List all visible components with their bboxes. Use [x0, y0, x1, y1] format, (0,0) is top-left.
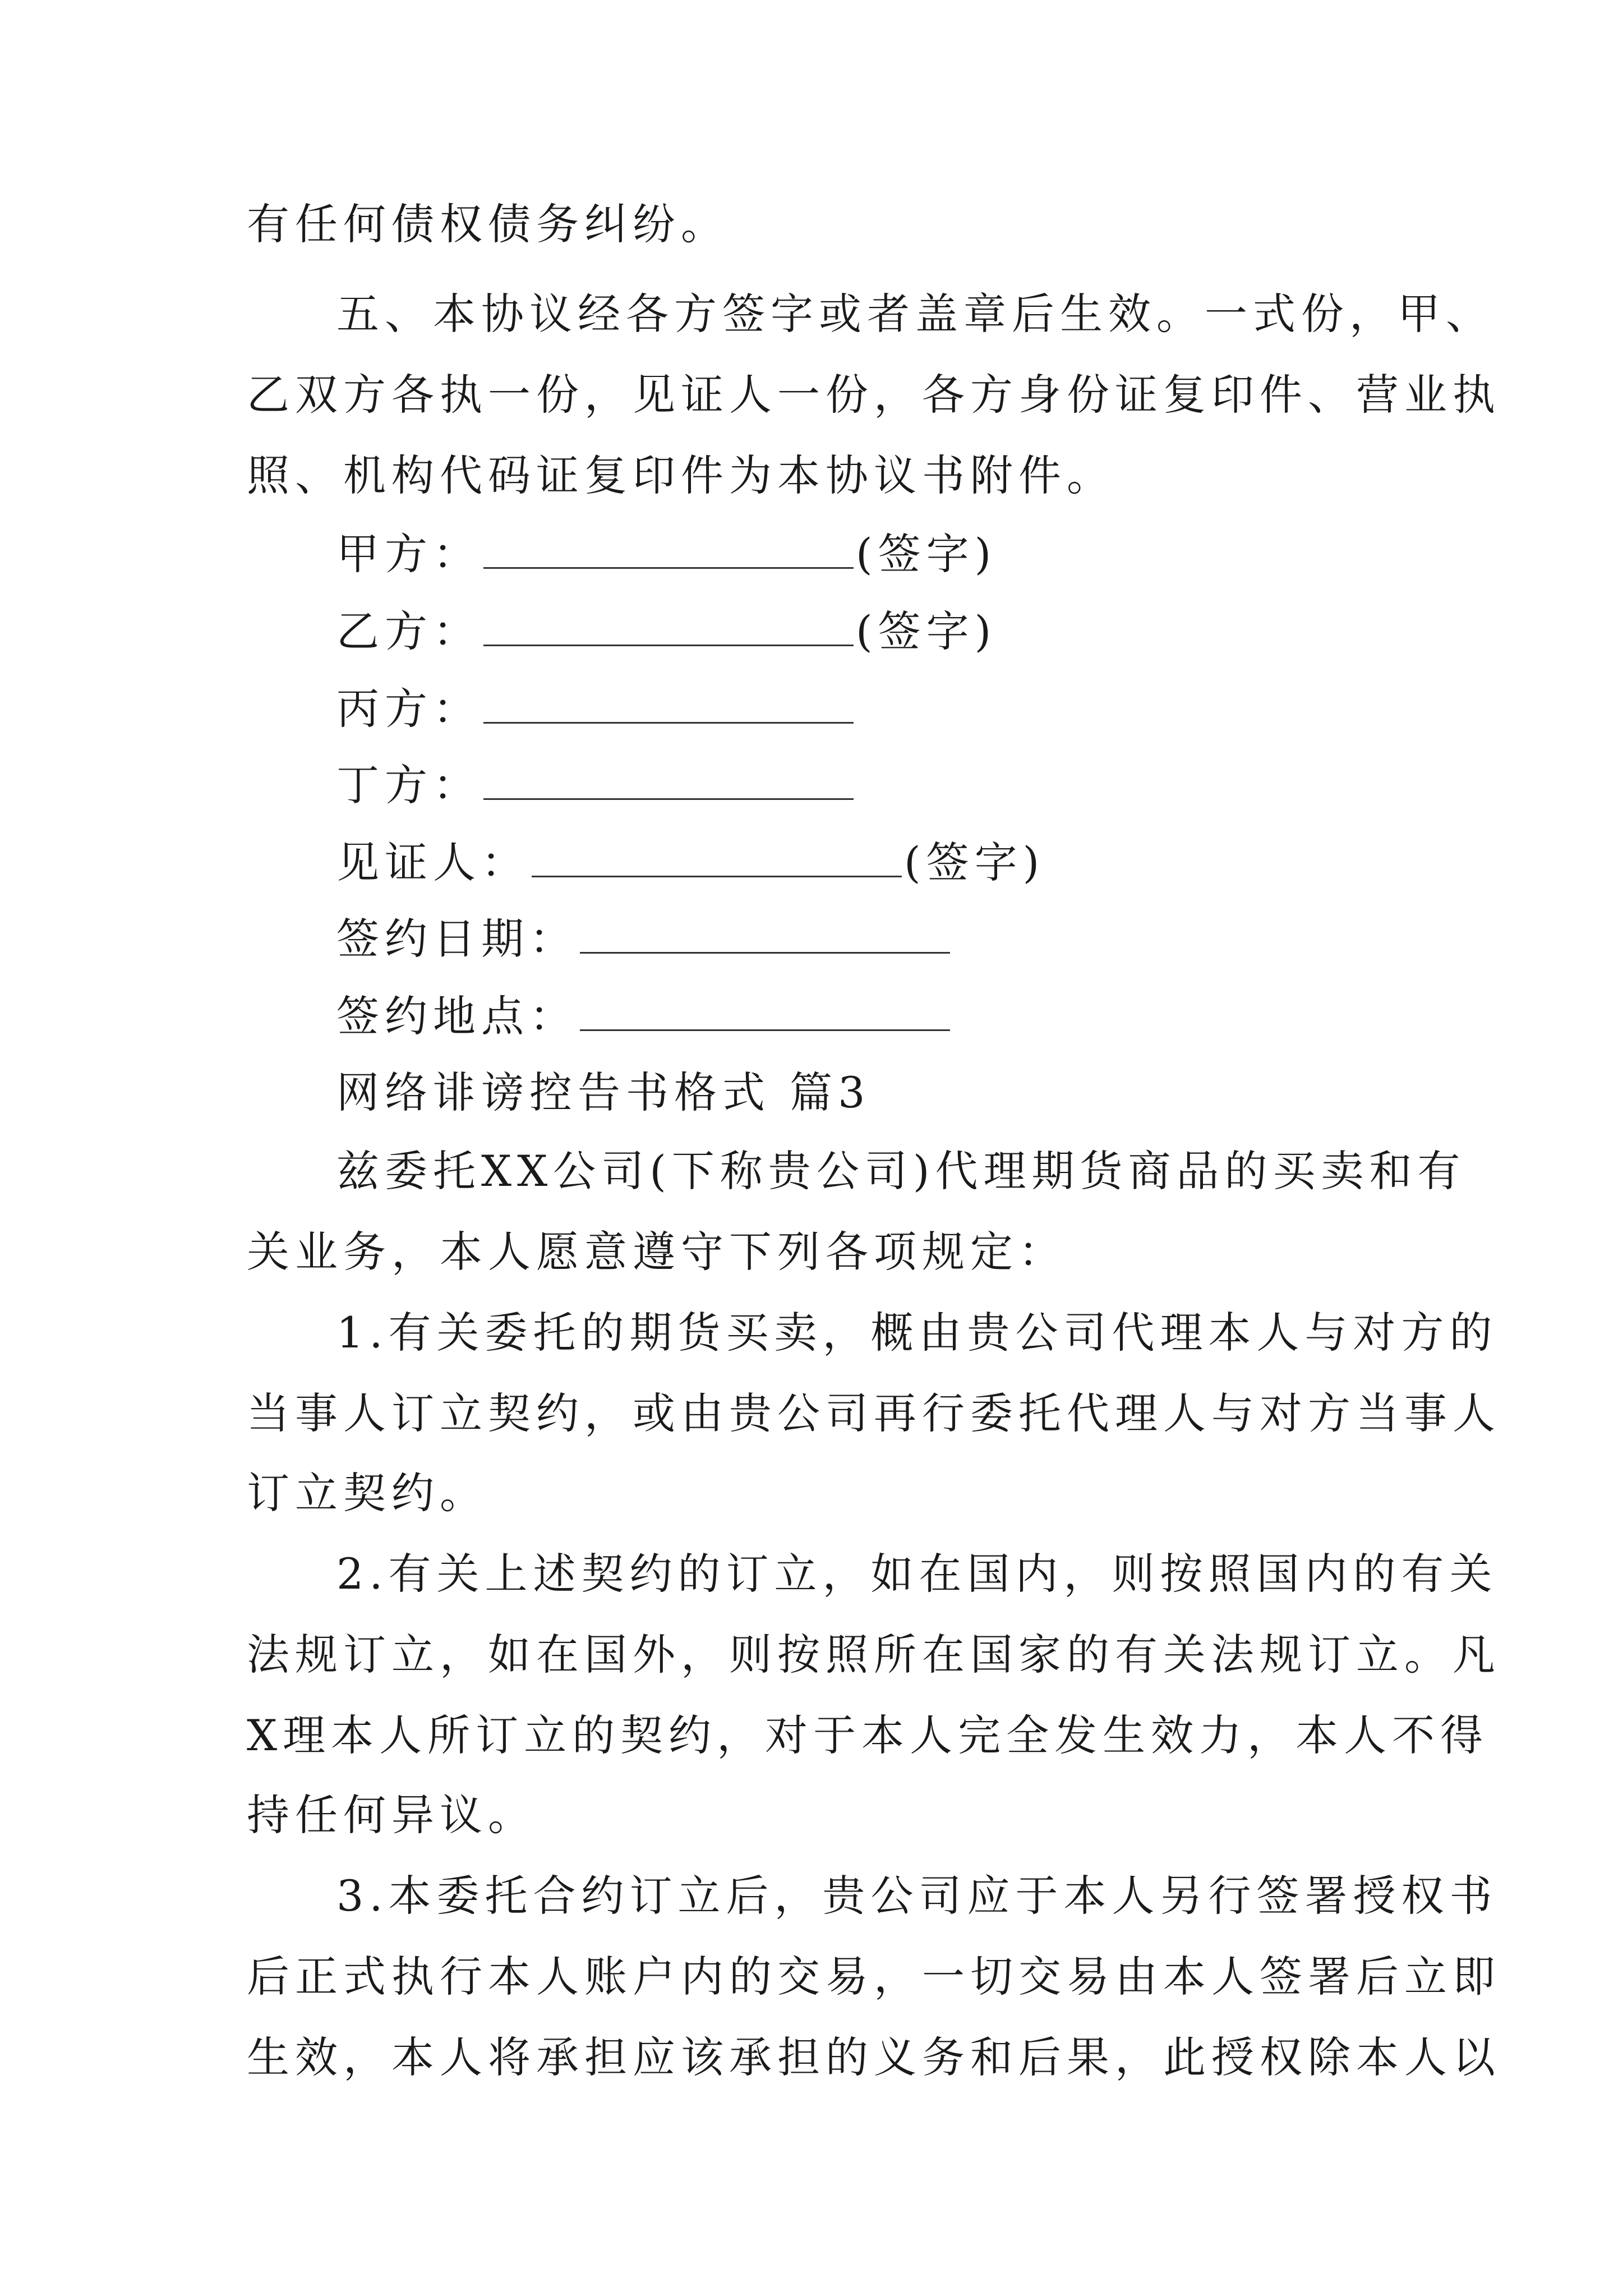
paragraph-line: 持任何异议。 — [247, 1790, 536, 1840]
paragraph-line: 照、机构代码证复印件为本协议书附件。 — [247, 450, 1115, 500]
signature-blank — [483, 763, 854, 800]
paragraph-line: 订立契约。 — [247, 1468, 488, 1518]
signature-line-date — [336, 912, 952, 966]
signature-label: 签约地点： — [336, 991, 578, 1041]
signature-label: 丙方： — [336, 684, 481, 734]
signature-suffix: (签字) — [856, 529, 997, 579]
signature-label: 丁方： — [336, 760, 481, 810]
paragraph-line: 后正式执行本人账户内的交易，一切交易由本人签署后立即 — [247, 1952, 1501, 2001]
signature-line-place — [336, 990, 952, 1043]
section-title: 网络诽谤控告书格式 篇3 — [336, 1068, 871, 1117]
paragraph-line: 生效，本人将承担应该承担的义务和后果，此授权除本人以 — [247, 2032, 1501, 2082]
signature-line-witness — [336, 836, 1045, 890]
paragraph-line: 兹委托XX公司(下称贵公司)代理期货商品的买卖和有 — [336, 1146, 1466, 1196]
paragraph-line: 五、本协议经各方签字或者盖章后生效。一式份，甲、 — [336, 289, 1494, 339]
signature-line-party-a — [336, 527, 997, 581]
paragraph-line: 法规订立，如在国外，则按照所在国家的有关法规订立。凡 — [247, 1630, 1501, 1680]
signature-label: 签约日期： — [336, 914, 578, 964]
signature-blank — [532, 841, 902, 877]
signature-blank — [483, 532, 854, 569]
paragraph-line: 3.本委托合约订立后，贵公司应于本人另行签署授权书 — [336, 1871, 1498, 1921]
paragraph-line: 当事人订立契约，或由贵公司再行委托代理人与对方当事人 — [247, 1388, 1501, 1438]
signature-blank — [580, 917, 950, 954]
paragraph-line: 1.有关委托的期货买卖，概由贵公司代理本人与对方的 — [336, 1308, 1498, 1358]
signature-line-party-d — [336, 758, 856, 812]
paragraph-line: X理本人所订立的契约，对于本人完全发生效力，本人不得 — [247, 1710, 1489, 1760]
signature-line-party-c — [336, 682, 856, 736]
signature-blank — [483, 610, 854, 646]
signature-label: 见证人： — [336, 838, 529, 887]
signature-label: 乙方： — [336, 606, 481, 656]
paragraph-line: 有任何债权债务纠纷。 — [247, 199, 729, 249]
signature-suffix: (签字) — [904, 838, 1045, 887]
signature-blank — [580, 995, 950, 1031]
paragraph-line: 乙双方各执一份，见证人一份，各方身份证复印件、营业执 — [247, 370, 1501, 420]
signature-suffix: (签字) — [856, 606, 997, 656]
paragraph-line: 2.有关上述契约的订立，如在国内，则按照国内的有关 — [336, 1549, 1498, 1599]
signature-blank — [483, 687, 854, 724]
paragraph-line: 关业务，本人愿意遵守下列各项规定： — [247, 1227, 1067, 1277]
signature-line-party-b — [336, 605, 997, 659]
signature-label: 甲方： — [336, 529, 481, 579]
